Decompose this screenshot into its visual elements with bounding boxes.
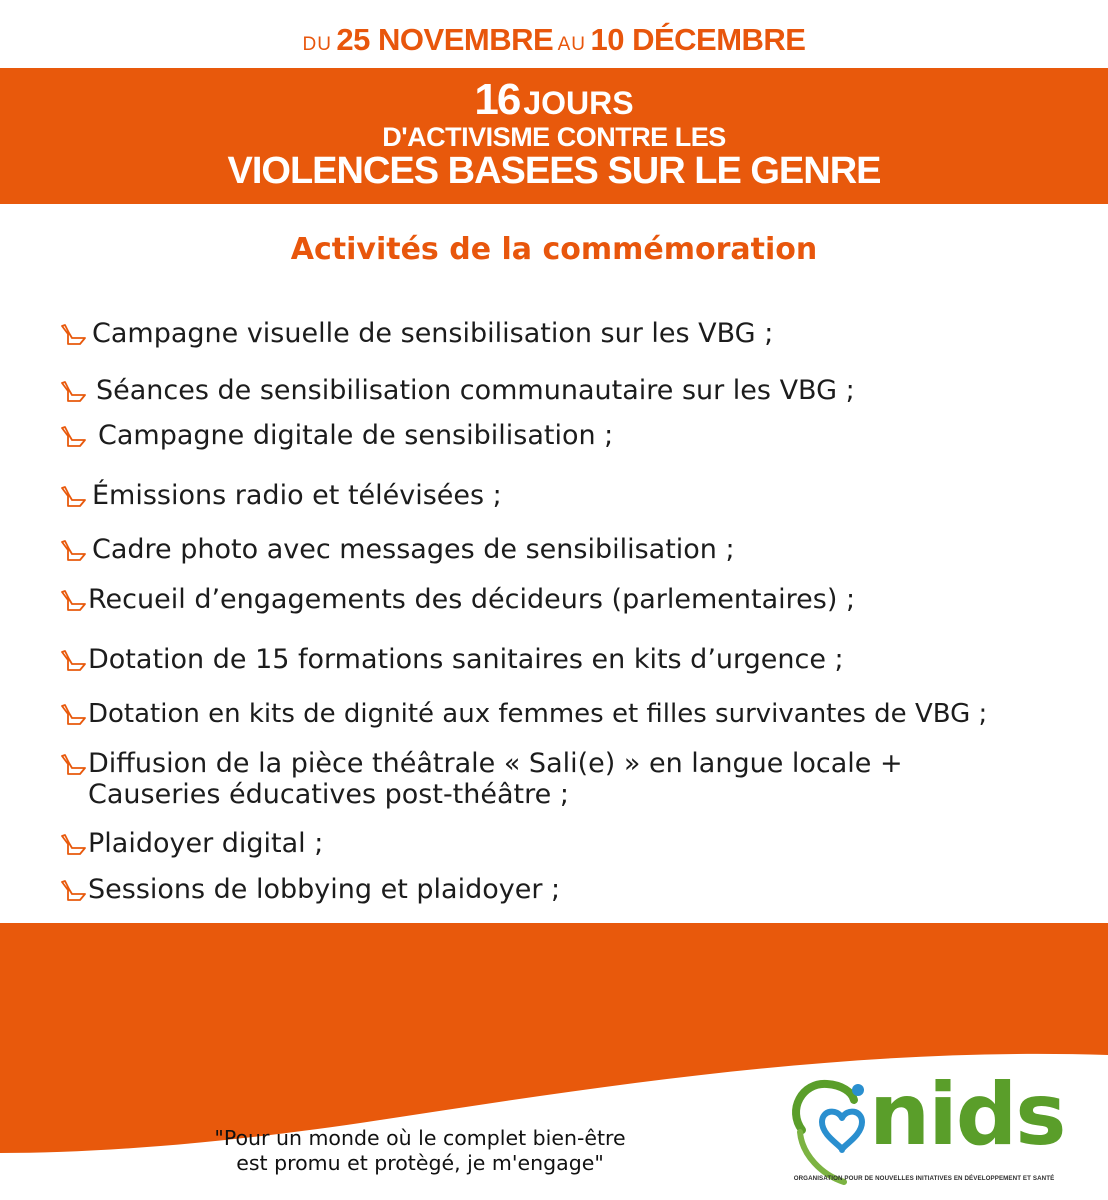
banner-line-3: VIOLENCES BASEES SUR LE GENRE xyxy=(227,150,881,192)
pointing-hand-icon xyxy=(58,319,88,349)
pointing-hand-icon xyxy=(58,376,88,406)
activity-text: Dotation de 15 formations sanitaires en kits d’urgence ; xyxy=(88,644,844,675)
pointing-hand-icon xyxy=(58,875,88,905)
banner-word: JOURS xyxy=(523,85,634,121)
activity-text: Sessions de lobbying et plaidoyer ; xyxy=(88,874,561,905)
banner-line-2: D'ACTIVISME CONTRE LES xyxy=(382,122,726,152)
activity-text: Émissions radio et télévisées ; xyxy=(92,480,502,511)
list-item xyxy=(58,318,773,350)
banner-number: 16 xyxy=(474,75,520,124)
logo-subtitle: ORGANISATION POUR DE NOUVELLES INITIATIVES EN DÉVELOPPEMENT ET SANTÉ xyxy=(793,1175,1055,1182)
date-prefix: DU xyxy=(302,34,332,55)
list-item xyxy=(58,534,735,566)
activity-text: Cadre photo avec messages de sensibilisation ; xyxy=(92,534,735,565)
activity-text: Campagne visuelle de sensibilisation sur les VBG ; xyxy=(92,318,774,349)
pointing-hand-icon xyxy=(58,421,88,451)
list-item xyxy=(58,748,903,810)
list-item xyxy=(58,874,560,906)
logo-wordmark: nids xyxy=(869,1065,1065,1165)
list-item xyxy=(58,698,987,730)
section-title: Activités de la commémoration xyxy=(290,232,818,267)
list-item xyxy=(58,375,855,407)
pointing-hand-icon xyxy=(58,585,88,615)
pointing-hand-icon xyxy=(58,645,88,675)
activity-text: Campagne digitale de sensibilisation ; xyxy=(98,420,614,451)
date-end: 10 DÉCEMBRE xyxy=(590,22,806,57)
heart-person-icon xyxy=(796,1084,864,1182)
date-connector: AU xyxy=(557,34,587,55)
activity-text: Dotation en kits de dignité aux femmes et filles survivantes de VBG ; xyxy=(88,699,988,729)
activity-text: Recueil d’engagements des décideurs (parlementaires) ; xyxy=(88,584,856,615)
list-item xyxy=(58,420,613,452)
activity-text: Diffusion de la pièce théâtrale « Sali(e) » en langue locale + Causeries éducatives post-théâtre ; xyxy=(88,748,903,810)
pointing-hand-icon xyxy=(58,699,88,729)
list-item xyxy=(58,828,323,860)
date-start: 25 NOVEMBRE xyxy=(336,22,554,57)
list-item xyxy=(58,644,844,676)
banner-days xyxy=(0,75,1108,124)
list-item xyxy=(58,480,502,512)
footer-quote: "Pour un monde où le complet bien-être est promu et protègé, je m'engage" xyxy=(214,1126,626,1175)
pointing-hand-icon xyxy=(58,749,88,779)
pointing-hand-icon xyxy=(58,535,88,565)
activity-text: Séances de sensibilisation communautaire sur les VBG ; xyxy=(96,375,855,406)
list-item xyxy=(58,584,855,616)
activity-text: Plaidoyer digital ; xyxy=(88,828,324,859)
pointing-hand-icon xyxy=(58,481,88,511)
pointing-hand-icon xyxy=(58,829,88,859)
campaign-dates xyxy=(0,22,1108,58)
